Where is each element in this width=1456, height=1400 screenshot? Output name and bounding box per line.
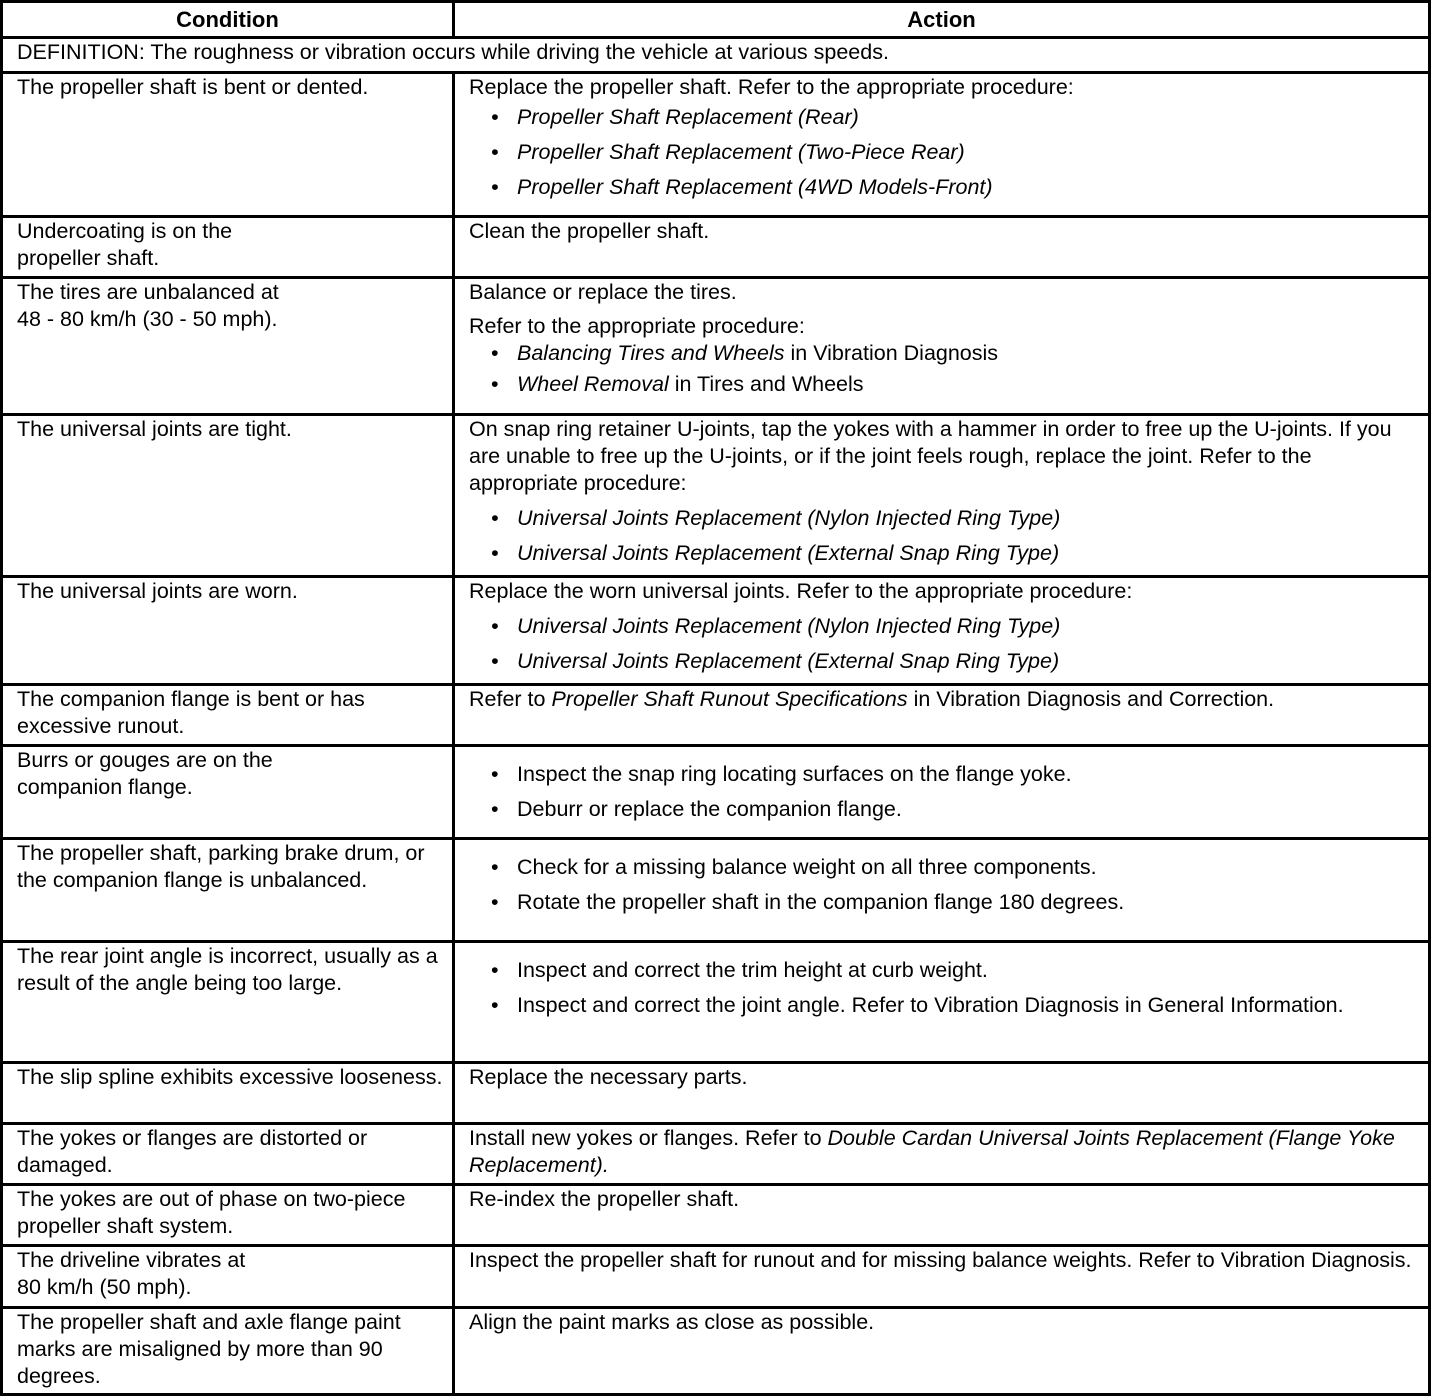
- procedure-link[interactable]: Propeller Shaft Runout Specifications: [551, 687, 908, 711]
- action-text: Refer to: [469, 687, 552, 711]
- action-text: Balance or replace the tires.: [469, 280, 737, 304]
- procedure-link[interactable]: Wheel Removal: [517, 372, 669, 396]
- condition-header: Condition: [2, 2, 454, 38]
- action-item: • Inspect and correct the trim height at curb weight.: [491, 957, 1420, 984]
- procedure-link[interactable]: • Propeller Shaft Replacement (Rear): [491, 104, 1420, 131]
- action-item: • Rotate the propeller shaft in the companion flange 180 degrees.: [491, 889, 1420, 916]
- condition-cell: [2, 1246, 454, 1308]
- action-cell: [454, 839, 1430, 942]
- action-cell: [454, 577, 1430, 685]
- table-row: [2, 278, 1430, 415]
- action-text: in Vibration Diagnosis and Correction.: [907, 687, 1275, 711]
- action-cell: [454, 942, 1430, 1063]
- action-list: [469, 957, 1420, 1019]
- action-cell: [454, 1124, 1430, 1185]
- action-cell: Clean the propeller shaft.: [454, 217, 1430, 278]
- condition-line: Burrs or gouges are on the: [17, 748, 273, 772]
- procedure-link[interactable]: • Universal Joints Replacement (Nylon Injected Ring Type): [491, 505, 1420, 532]
- table-row: [2, 1124, 1430, 1185]
- procedure-list: [469, 613, 1420, 675]
- table-row: [2, 746, 1430, 839]
- action-cell: [454, 746, 1430, 839]
- action-text: Refer to the appropriate procedure:: [469, 314, 805, 338]
- table-row: [2, 577, 1430, 685]
- table-row: [2, 942, 1430, 1063]
- condition-line: propeller shaft.: [17, 246, 160, 270]
- condition-cell: The universal joints are worn.: [2, 577, 454, 685]
- action-item: • Check for a missing balance weight on all three components.: [491, 854, 1420, 881]
- condition-cell: The propeller shaft and axle flange paint marks are misaligned by more than 90 degrees.: [2, 1308, 454, 1395]
- procedure-list: [469, 104, 1420, 201]
- action-cell: Re-index the propeller shaft.: [454, 1185, 1430, 1246]
- procedure-item: [491, 340, 1420, 367]
- action-text: Replace the worn universal joints. Refer to the appropriate procedure:: [469, 579, 1133, 603]
- definition-row: [2, 38, 1430, 73]
- condition-cell: The yokes are out of phase on two-piece propeller shaft system.: [2, 1185, 454, 1246]
- action-list: [469, 761, 1420, 823]
- table-row: [2, 839, 1430, 942]
- condition-cell: [2, 278, 454, 415]
- procedure-link[interactable]: • Universal Joints Replacement (External Snap Ring Type): [491, 540, 1420, 567]
- condition-cell: The propeller shaft is bent or dented.: [2, 73, 454, 217]
- condition-cell: The propeller shaft, parking brake drum, or the companion flange is unbalanced.: [2, 839, 454, 942]
- procedure-suffix: in Vibration Diagnosis: [784, 341, 999, 365]
- action-item: • Deburr or replace the companion flange.: [491, 796, 1420, 823]
- procedure-link[interactable]: Double Cardan Universal Joints Replacement (Flange Yoke Replacement).: [469, 1126, 1395, 1177]
- condition-line: 80 km/h (50 mph).: [17, 1275, 192, 1299]
- action-text: Install new yokes or flanges. Refer to: [469, 1126, 828, 1150]
- condition-cell: The rear joint angle is incorrect, usually as a result of the angle being too large.: [2, 942, 454, 1063]
- table-row: [2, 1308, 1430, 1395]
- procedure-suffix: in Tires and Wheels: [668, 372, 864, 396]
- action-cell: [454, 685, 1430, 746]
- action-text: Replace the propeller shaft. Refer to the appropriate procedure:: [469, 75, 1074, 99]
- action-cell: Align the paint marks as close as possible.: [454, 1308, 1430, 1395]
- action-item: • Inspect and correct the joint angle. Refer to Vibration Diagnosis in General Information.: [491, 992, 1420, 1019]
- table-row: [2, 73, 1430, 217]
- procedure-list: [469, 505, 1420, 567]
- procedure-link[interactable]: • Propeller Shaft Replacement (4WD Models-Front): [491, 174, 1420, 201]
- procedure-list: [469, 340, 1420, 398]
- action-text: On snap ring retainer U-joints, tap the yokes with a hammer in order to free up the U-joints. If you are unable to free up the U-joints, or if the joint feels rough, replace the joint. Refer to the appropriate procedure:: [469, 417, 1392, 495]
- action-cell: Replace the necessary parts.: [454, 1063, 1430, 1124]
- table-row: [2, 1246, 1430, 1308]
- definition-text: DEFINITION: The roughness or vibration occurs while driving the vehicle at various speeds.: [2, 38, 1430, 73]
- action-list: [469, 854, 1420, 916]
- table-row: [2, 1063, 1430, 1124]
- condition-cell: [2, 217, 454, 278]
- condition-line: Undercoating is on the: [17, 219, 233, 243]
- action-cell: Inspect the propeller shaft for runout and for missing balance weights. Refer to Vibration Diagnosis.: [454, 1246, 1430, 1308]
- procedure-link[interactable]: • Propeller Shaft Replacement (Two-Piece Rear): [491, 139, 1420, 166]
- action-cell: [454, 73, 1430, 217]
- table-row: [2, 685, 1430, 746]
- condition-cell: The universal joints are tight.: [2, 415, 454, 577]
- condition-cell: The slip spline exhibits excessive looseness.: [2, 1063, 454, 1124]
- condition-line: companion flange.: [17, 775, 193, 799]
- action-cell: [454, 278, 1430, 415]
- action-item: • Inspect the snap ring locating surfaces on the flange yoke.: [491, 761, 1420, 788]
- condition-line: The driveline vibrates at: [17, 1248, 246, 1272]
- procedure-link[interactable]: • Universal Joints Replacement (Nylon Injected Ring Type): [491, 613, 1420, 640]
- table-row: [2, 1185, 1430, 1246]
- condition-cell: The yokes or flanges are distorted or damaged.: [2, 1124, 454, 1185]
- header-row: [2, 2, 1430, 38]
- action-cell: [454, 415, 1430, 577]
- procedure-item: [491, 371, 1420, 398]
- table-row: [2, 217, 1430, 278]
- condition-line: 48 - 80 km/h (30 - 50 mph).: [17, 307, 278, 331]
- procedure-link[interactable]: • Universal Joints Replacement (External Snap Ring Type): [491, 648, 1420, 675]
- condition-line: The tires are unbalanced at: [17, 280, 279, 304]
- condition-cell: The companion flange is bent or has excessive runout.: [2, 685, 454, 746]
- action-header: Action: [454, 2, 1430, 38]
- condition-cell: [2, 746, 454, 839]
- procedure-link[interactable]: Balancing Tires and Wheels: [517, 341, 785, 365]
- table-row: [2, 415, 1430, 577]
